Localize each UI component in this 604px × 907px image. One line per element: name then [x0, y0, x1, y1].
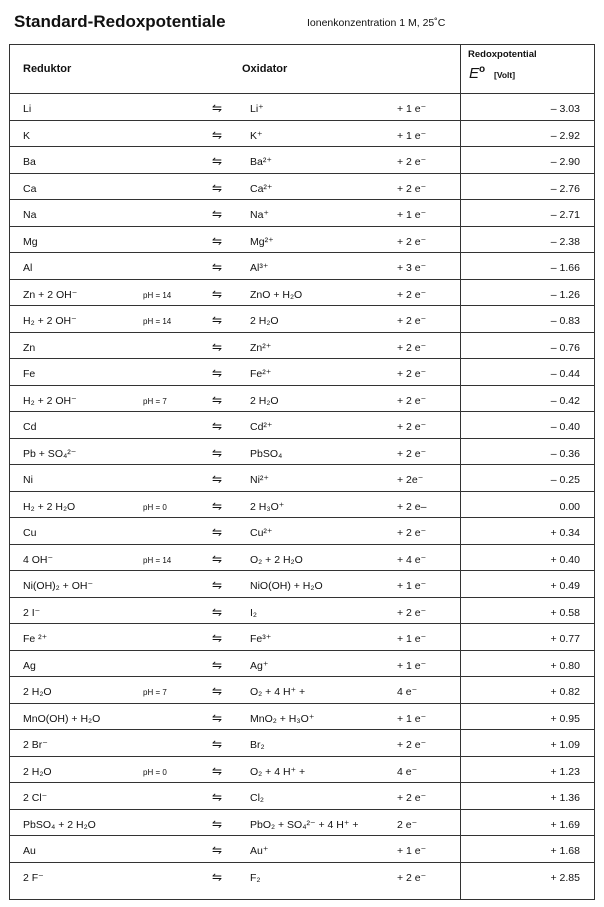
equilibrium-arrow-icon: ⇋ — [212, 101, 223, 115]
oxidator-cell: Ag⁺ — [250, 659, 269, 672]
electrons-cell: + 2 e⁻ — [397, 156, 427, 168]
electrons-cell: + 1 e⁻ — [397, 103, 427, 115]
table-body — [10, 94, 594, 889]
potential-cell: + 0.95 — [550, 712, 580, 725]
electrons-cell: + 1 e⁻ — [397, 845, 427, 857]
electrons-cell: + 2 e⁻ — [397, 315, 427, 327]
header-potential: Redoxpotential — [468, 49, 537, 60]
oxidator-cell: 2 H₂O — [250, 315, 279, 327]
potential-cell: – 2.71 — [550, 209, 580, 221]
table-row — [10, 386, 594, 413]
reduktor-cell: Cu — [23, 527, 37, 539]
table-row — [10, 810, 594, 837]
ph-cell: pH = 7 — [143, 396, 167, 406]
potential-cell: + 0.82 — [550, 686, 580, 698]
oxidator-cell: O₂ + 4 H⁺ + — [250, 686, 306, 698]
table-row — [10, 94, 594, 121]
table-header — [10, 45, 594, 94]
reduktor-cell: Al — [23, 262, 33, 274]
electrons-cell: + 4 e⁻ — [397, 553, 427, 566]
table-row — [10, 147, 594, 174]
equilibrium-arrow-icon: ⇋ — [212, 763, 223, 778]
oxidator-cell: Cu²⁺ — [250, 527, 273, 539]
oxidator-cell: Fe²⁺ — [250, 368, 272, 380]
potential-cell: – 0.40 — [550, 421, 580, 433]
table-row — [10, 200, 594, 227]
electrons-cell: + 2 e⁻ — [397, 447, 427, 460]
reduktor-cell: Mg — [23, 235, 38, 248]
equilibrium-arrow-icon: ⇋ — [212, 233, 223, 248]
reduktor-cell: H₂ + 2 OH⁻ — [23, 315, 77, 327]
electrons-cell: + 2 e⁻ — [397, 394, 427, 407]
equilibrium-arrow-icon: ⇋ — [212, 154, 223, 168]
potential-cell: – 2.92 — [550, 129, 580, 142]
potential-cell: + 0.77 — [550, 633, 580, 645]
table-row — [10, 465, 594, 492]
oxidator-cell: PbSO₄ — [250, 447, 283, 460]
reduktor-cell: 2 H₂O — [23, 686, 52, 698]
equilibrium-arrow-icon: ⇋ — [212, 790, 223, 804]
reduktor-cell: Au — [23, 845, 36, 857]
potential-cell: – 2.90 — [550, 156, 580, 168]
reduktor-cell: Cd — [23, 421, 37, 433]
electrons-cell: 4 e⁻ — [397, 686, 418, 698]
electrons-cell: + 2 e– — [397, 500, 427, 513]
page-title: Standard-Redoxpotentiale — [14, 12, 226, 31]
equilibrium-arrow-icon: ⇋ — [212, 869, 223, 884]
table-row — [10, 545, 594, 572]
potential-cell: – 0.42 — [550, 394, 580, 407]
conditions-note: Ionenkonzentration 1 M, 25˚C — [307, 17, 446, 29]
header-oxidator: Oxidator — [242, 63, 288, 75]
table-row — [10, 571, 594, 598]
oxidator-cell: O₂ + 2 H₂O — [250, 553, 303, 566]
table-row — [10, 174, 594, 201]
equilibrium-arrow-icon: ⇋ — [212, 419, 223, 433]
electrons-cell: 2 e⁻ — [397, 818, 418, 831]
table-row — [10, 359, 594, 386]
ph-cell: pH = 14 — [143, 555, 172, 565]
equilibrium-arrow-icon: ⇋ — [212, 260, 223, 274]
reduktor-cell: H₂ + 2 OH⁻ — [23, 394, 77, 407]
table-row — [10, 651, 594, 678]
equilibrium-arrow-icon: ⇋ — [212, 551, 223, 566]
electrons-cell: + 2 e⁻ — [397, 421, 427, 433]
reduktor-cell: 4 OH⁻ — [23, 553, 54, 566]
electrons-cell: + 1 e⁻ — [397, 633, 427, 645]
oxidator-cell: Br₂ — [250, 739, 265, 751]
potential-cell: + 1.09 — [550, 739, 580, 751]
reduktor-cell: 2 H₂O — [23, 765, 52, 778]
potential-cell: + 0.80 — [550, 659, 580, 672]
reduktor-cell: Na — [23, 209, 37, 221]
oxidator-cell: K⁺ — [250, 129, 263, 142]
potential-cell: – 0.83 — [550, 315, 580, 327]
equilibrium-arrow-icon: ⇋ — [212, 710, 223, 725]
potential-cell: – 2.38 — [550, 235, 580, 248]
potential-cell: + 2.85 — [550, 871, 580, 884]
table-row — [10, 624, 594, 651]
potential-cell: – 0.36 — [550, 447, 580, 460]
electrons-cell: + 2 e⁻ — [397, 606, 427, 619]
oxidator-cell: Ni²⁺ — [250, 474, 269, 486]
equilibrium-arrow-icon: ⇋ — [212, 392, 223, 407]
reduktor-cell: Pb + SO₄²⁻ — [23, 447, 77, 460]
potential-cell: + 1.36 — [550, 792, 580, 804]
reduktor-cell: H₂ + 2 H₂O — [23, 500, 76, 513]
electrons-cell: + 2 e⁻ — [397, 368, 427, 380]
equilibrium-arrow-icon: ⇋ — [212, 286, 223, 301]
electrons-cell: + 2 e⁻ — [397, 235, 427, 248]
table-row — [10, 757, 594, 784]
potential-cell: – 3.03 — [550, 103, 580, 115]
electrons-cell: + 1 e⁻ — [397, 209, 427, 221]
electrons-cell: + 2e⁻ — [397, 474, 424, 486]
electrons-cell: + 2 e⁻ — [397, 341, 427, 354]
oxidator-cell: ZnO + H₂O — [250, 288, 303, 301]
redox-table — [9, 44, 595, 900]
header-unit: [Volt] — [494, 70, 516, 80]
electrons-cell: + 2 e⁻ — [397, 527, 427, 539]
table-row — [10, 863, 594, 890]
equilibrium-arrow-icon: ⇋ — [212, 127, 223, 142]
reduktor-cell: Fe — [23, 368, 36, 380]
reduktor-cell: K — [23, 129, 31, 142]
reduktor-cell: Fe ²⁺ — [23, 633, 48, 645]
electrons-cell: + 3 e⁻ — [397, 262, 427, 274]
table-row — [10, 333, 594, 360]
equilibrium-arrow-icon: ⇋ — [212, 578, 223, 592]
equilibrium-arrow-icon: ⇋ — [212, 472, 223, 486]
oxidator-cell: Fe³⁺ — [250, 633, 272, 645]
oxidator-cell: Ca²⁺ — [250, 182, 273, 195]
oxidator-cell: Zn²⁺ — [250, 341, 272, 354]
table-row — [10, 518, 594, 545]
header-reduktor: Reduktor — [23, 63, 72, 75]
electrons-cell: + 1 e⁻ — [397, 580, 427, 592]
electrons-cell: + 2 e⁻ — [397, 871, 427, 884]
oxidator-cell: I₂ — [250, 606, 257, 619]
potential-cell: – 0.44 — [550, 368, 580, 380]
potential-cell: + 0.40 — [550, 553, 580, 566]
ph-cell: pH = 7 — [143, 688, 167, 697]
equilibrium-arrow-icon: ⇋ — [212, 498, 223, 513]
table-row — [10, 677, 594, 704]
equilibrium-arrow-icon: ⇋ — [212, 313, 223, 327]
reduktor-cell: Zn — [23, 341, 36, 354]
potential-cell: + 1.68 — [550, 845, 580, 857]
potential-cell: – 1.26 — [550, 288, 580, 301]
oxidator-cell: Cl₂ — [250, 792, 264, 804]
table-row — [10, 704, 594, 731]
electrons-cell: + 1 e⁻ — [397, 129, 427, 142]
table-row — [10, 598, 594, 625]
reduktor-cell: 2 F⁻ — [23, 871, 44, 884]
equilibrium-arrow-icon: ⇋ — [212, 180, 223, 195]
ph-cell: pH = 14 — [143, 317, 172, 326]
electrons-cell: + 2 e⁻ — [397, 739, 427, 751]
reduktor-cell: 2 Br⁻ — [23, 739, 48, 751]
oxidator-cell: F₂ — [250, 871, 261, 884]
electrons-cell: + 1 e⁻ — [397, 712, 427, 725]
table-row — [10, 783, 594, 810]
potential-cell: – 1.66 — [550, 262, 580, 274]
electrons-cell: + 1 e⁻ — [397, 659, 427, 672]
oxidator-cell: PbO₂ + SO₄²⁻ + 4 H⁺ + — [250, 818, 359, 831]
equilibrium-arrow-icon: ⇋ — [212, 604, 223, 619]
reduktor-cell: 2 Cl⁻ — [23, 792, 48, 804]
equilibrium-arrow-icon: ⇋ — [212, 207, 223, 221]
ph-cell: pH = 14 — [143, 290, 172, 300]
equilibrium-arrow-icon: ⇋ — [212, 366, 223, 380]
table-row — [10, 730, 594, 757]
table-row — [10, 412, 594, 439]
potential-cell: + 1.69 — [550, 818, 580, 831]
reduktor-cell: 2 I⁻ — [23, 606, 41, 619]
equilibrium-arrow-icon: ⇋ — [212, 339, 223, 354]
reduktor-cell: MnO(OH) + H₂O — [23, 712, 101, 725]
oxidator-cell: O₂ + 4 H⁺ + — [250, 765, 306, 778]
table-row — [10, 836, 594, 863]
equilibrium-arrow-icon: ⇋ — [212, 657, 223, 672]
oxidator-cell: 2 H₂O — [250, 394, 279, 407]
reduktor-cell: Li — [23, 103, 32, 115]
potential-cell: – 0.76 — [550, 341, 580, 354]
oxidator-cell: Ba²⁺ — [250, 156, 272, 168]
oxidator-cell: Li⁺ — [250, 103, 264, 115]
equilibrium-arrow-icon: ⇋ — [212, 816, 223, 831]
potential-cell: + 0.58 — [550, 606, 580, 619]
table-row — [10, 280, 594, 307]
ph-cell: pH = 0 — [143, 502, 167, 512]
equilibrium-arrow-icon: ⇋ — [212, 843, 223, 857]
oxidator-cell: Au⁺ — [250, 845, 269, 857]
potential-cell: + 0.34 — [550, 527, 580, 539]
reduktor-cell: Ba — [23, 156, 36, 168]
reduktor-cell: Ca — [23, 182, 37, 195]
oxidator-cell: Na⁺ — [250, 209, 269, 221]
reduktor-cell: Ni — [23, 474, 33, 486]
electrons-cell: + 2 e⁻ — [397, 182, 427, 195]
header-symbol: $E^o$ — [469, 64, 486, 82]
oxidator-cell: MnO₂ + H₃O⁺ — [250, 712, 315, 725]
table-row — [10, 439, 594, 466]
equilibrium-arrow-icon: ⇋ — [212, 445, 223, 460]
potential-cell: – 0.25 — [550, 474, 580, 486]
reduktor-cell: Zn + 2 OH⁻ — [23, 288, 78, 301]
potential-cell: 0.00 — [559, 500, 580, 513]
oxidator-cell: 2 H₃O⁺ — [250, 500, 285, 513]
potential-cell: + 0.49 — [550, 580, 580, 592]
table-row — [10, 227, 594, 254]
table-row — [10, 253, 594, 280]
reduktor-cell: Ni(OH)₂ + OH⁻ — [23, 580, 93, 592]
equilibrium-arrow-icon: ⇋ — [212, 684, 223, 698]
reduktor-cell: Ag — [23, 659, 36, 672]
electrons-cell: + 2 e⁻ — [397, 792, 427, 804]
table-row — [10, 121, 594, 148]
electrons-cell: 4 e⁻ — [397, 765, 418, 778]
oxidator-cell: NiO(OH) + H₂O — [250, 580, 323, 592]
oxidator-cell: Al³⁺ — [250, 262, 269, 274]
electrons-cell: + 2 e⁻ — [397, 288, 427, 301]
table-row — [10, 306, 594, 333]
potential-cell: – 2.76 — [550, 182, 580, 195]
equilibrium-arrow-icon: ⇋ — [212, 525, 223, 539]
equilibrium-arrow-icon: ⇋ — [212, 631, 223, 645]
equilibrium-arrow-icon: ⇋ — [212, 737, 223, 751]
potential-cell: + 1.23 — [550, 765, 580, 778]
table-row — [10, 492, 594, 519]
ph-cell: pH = 0 — [143, 767, 167, 777]
reduktor-cell: PbSO₄ + 2 H₂O — [23, 818, 96, 831]
oxidator-cell: Cd²⁺ — [250, 421, 273, 433]
oxidator-cell: Mg²⁺ — [250, 235, 274, 248]
